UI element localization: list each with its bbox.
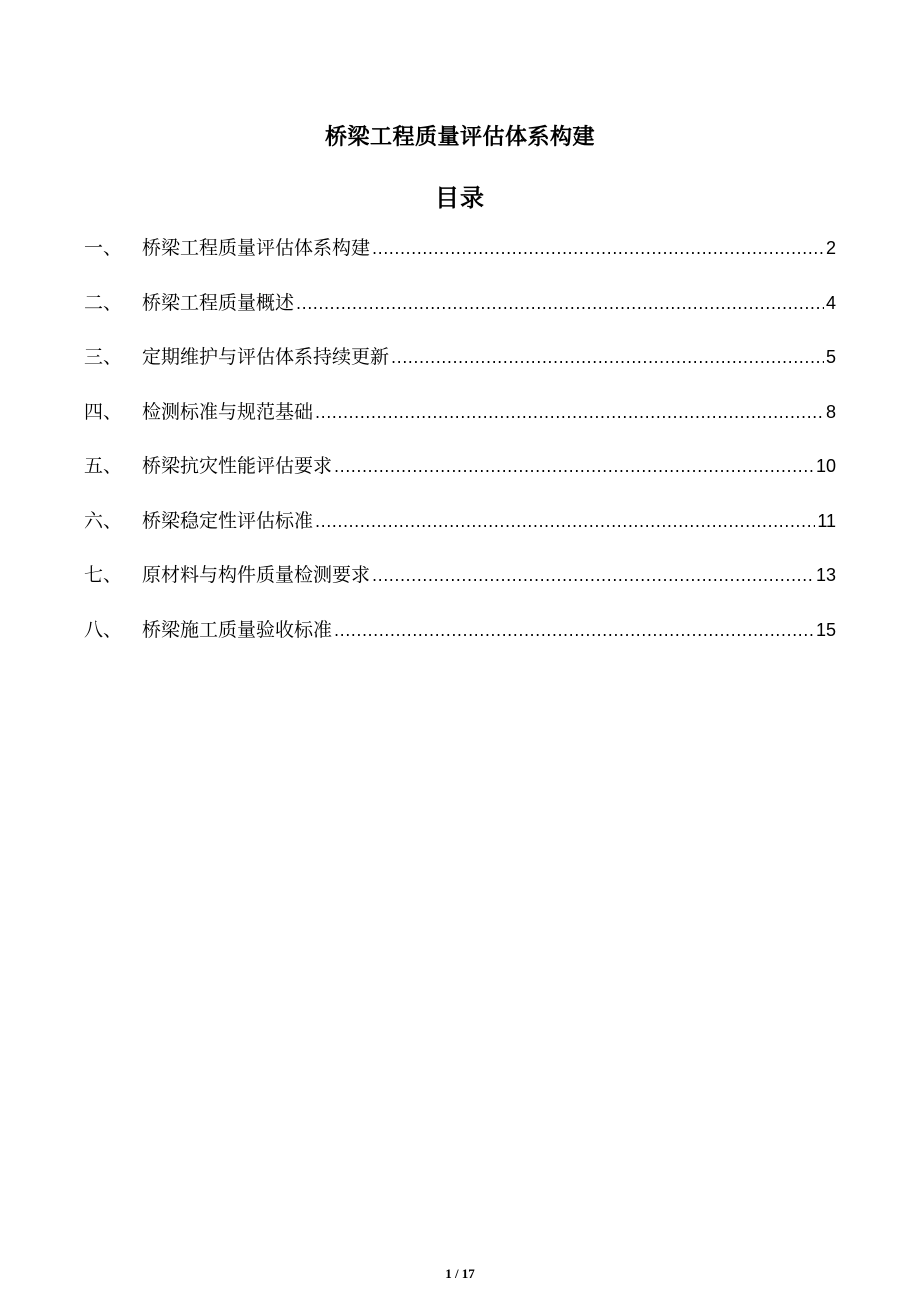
toc-entry-page: 11 — [817, 510, 836, 531]
toc-entry-3[interactable] — [84, 342, 836, 397]
toc-entry-page: 10 — [815, 456, 836, 476]
toc-entry-title: 桥梁稳定性评估标准 — [142, 509, 314, 532]
toc-entry-number: 二、 — [84, 291, 123, 314]
toc-entry-page: 4 — [825, 292, 836, 313]
toc-entry-number: 六、 — [84, 509, 123, 532]
toc-entry-2[interactable] — [84, 288, 836, 343]
toc-entry-8[interactable] — [84, 615, 836, 670]
document-title: 桥梁工程质量评估体系构建 — [324, 125, 595, 150]
toc-entry-page: 2 — [825, 238, 836, 258]
toc-entry-number: 五、 — [84, 455, 123, 477]
toc-entry-title: 桥梁工程质量评估体系构建 — [142, 237, 371, 259]
toc-entry-title: 桥梁工程质量概述 — [142, 291, 295, 314]
toc-entry-title: 原材料与构件质量检测要求 — [142, 564, 371, 586]
toc-dot-leader — [296, 294, 824, 313]
table-of-contents — [84, 233, 836, 669]
toc-dot-leader — [334, 457, 814, 476]
toc-entry-number: 七、 — [84, 564, 123, 586]
toc-entry-title: 定期维护与评估体系持续更新 — [142, 346, 390, 368]
toc-entry-4[interactable] — [84, 397, 836, 452]
toc-dot-leader — [372, 566, 814, 585]
toc-entry-5[interactable] — [84, 451, 836, 506]
page-number-footer: 1 / 17 — [445, 1266, 475, 1281]
toc-entry-page: 5 — [825, 347, 836, 367]
toc-entry-page: 13 — [815, 565, 836, 585]
toc-entry-page: 8 — [825, 401, 836, 422]
toc-entry-1[interactable] — [84, 233, 836, 288]
toc-dot-leader — [315, 512, 815, 531]
toc-entry-number: 三、 — [84, 346, 123, 368]
toc-entry-number: 一、 — [84, 237, 123, 259]
toc-dot-leader — [372, 239, 824, 258]
toc-heading: 目录 — [435, 184, 485, 212]
toc-entry-number: 四、 — [84, 400, 123, 423]
toc-entry-title: 桥梁施工质量验收标准 — [142, 618, 333, 641]
toc-dot-leader — [315, 403, 824, 422]
toc-entry-7[interactable] — [84, 560, 836, 615]
toc-entry-number: 八、 — [84, 618, 123, 641]
toc-entry-title: 检测标准与规范基础 — [142, 400, 314, 423]
toc-dot-leader — [334, 621, 814, 640]
toc-entry-page: 15 — [815, 619, 836, 640]
toc-entry-6[interactable] — [84, 506, 836, 561]
toc-entry-title: 桥梁抗灾性能评估要求 — [142, 455, 333, 477]
toc-dot-leader — [391, 348, 824, 367]
